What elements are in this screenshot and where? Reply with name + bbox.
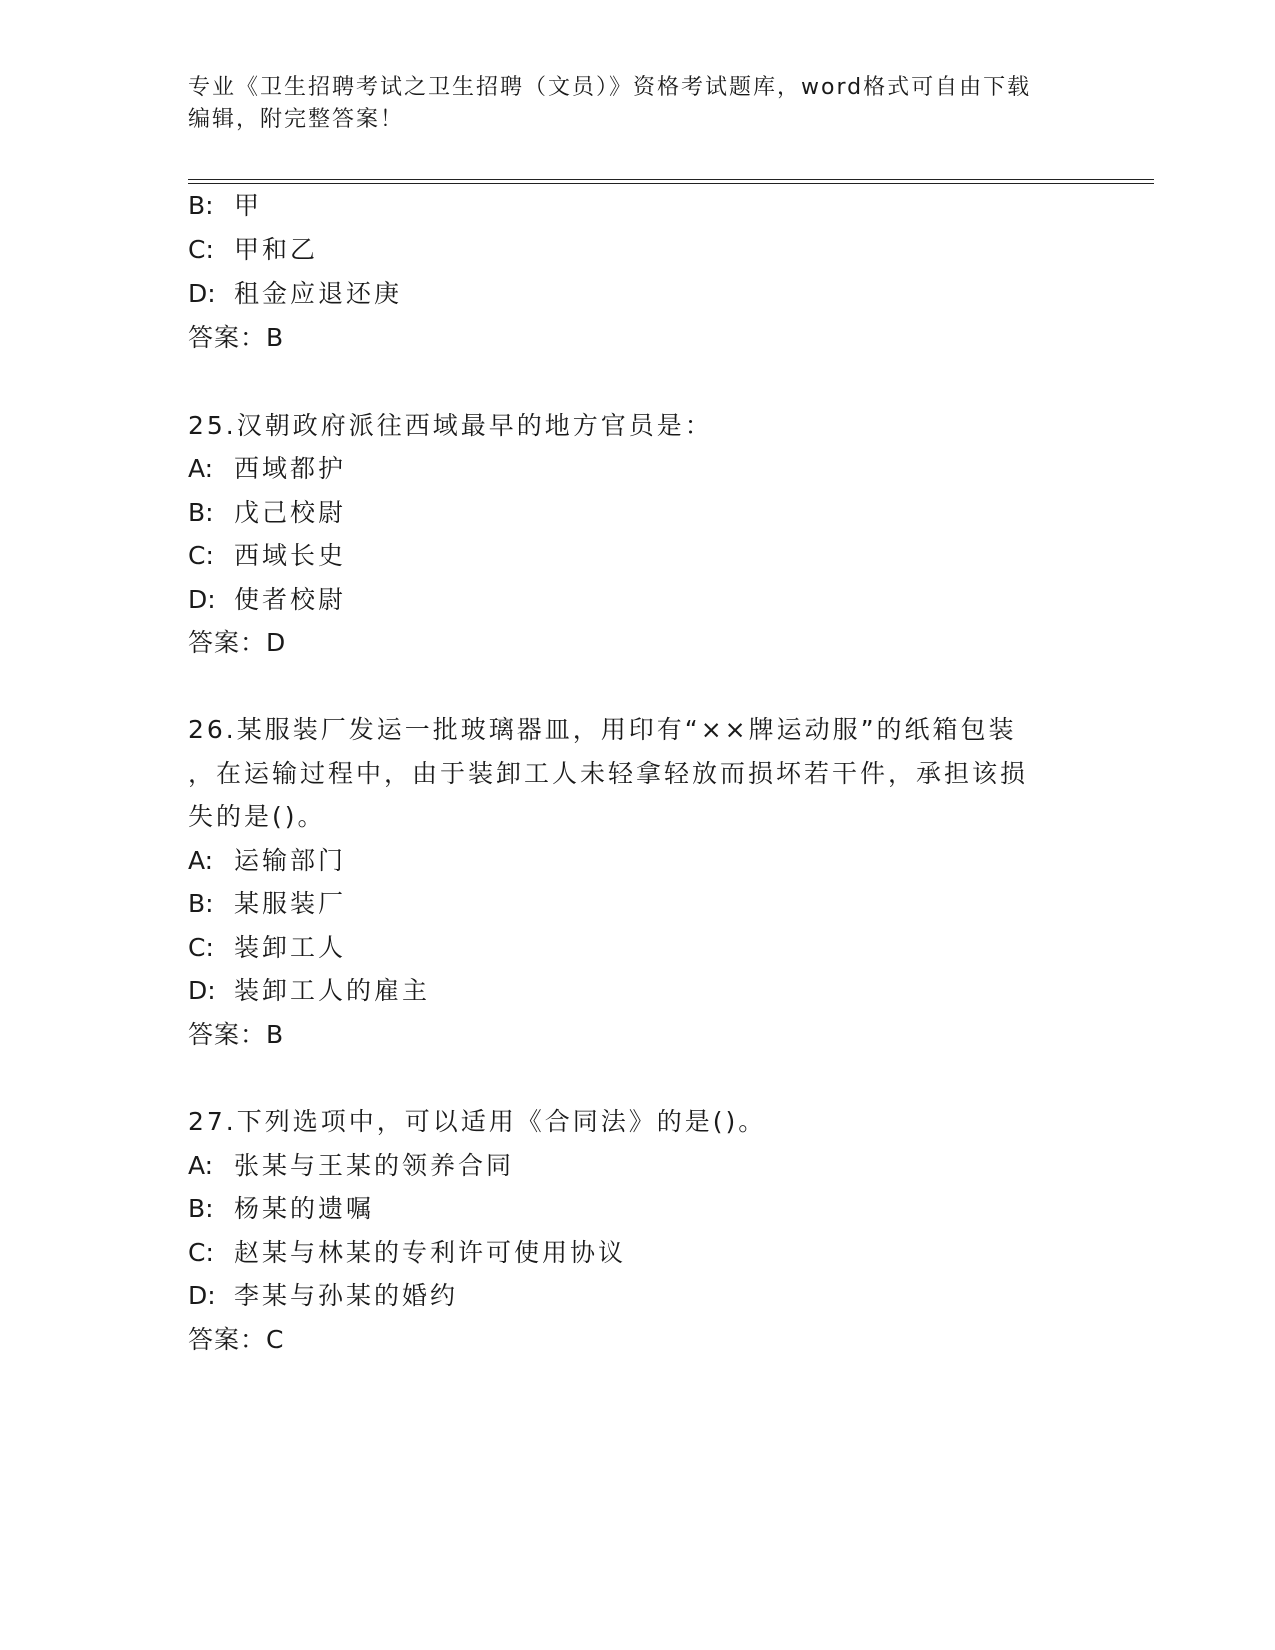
answer-line: 答案：B <box>188 1020 285 1049</box>
option-letter: C: <box>188 235 214 264</box>
page-header <box>188 72 1088 136</box>
header-line-1: 专业《卫生招聘考试之卫生招聘（文员）》资格考试题库，word格式可自由下载 <box>188 75 1032 100</box>
option-text: 西域都护 <box>234 454 347 483</box>
option-text: 李某与孙某的婚约 <box>234 1281 459 1310</box>
option-d <box>188 584 346 616</box>
option-b <box>188 190 262 222</box>
option-c <box>188 234 318 266</box>
option-letter: D: <box>188 976 216 1005</box>
answer-line: 答案：D <box>188 628 287 657</box>
header-divider-bottom <box>188 183 1154 184</box>
option-text: 张某与王某的领养合同 <box>234 1151 515 1180</box>
option-a <box>188 453 346 485</box>
option-b <box>188 888 346 920</box>
option-text: 甲和乙 <box>234 235 319 264</box>
option-letter: D: <box>188 585 216 614</box>
header-line-2: 编辑，附完整答案！ <box>188 107 405 132</box>
option-text: 装卸工人 <box>234 933 347 962</box>
option-d <box>188 278 402 310</box>
answer-line: 答案：B <box>188 323 285 352</box>
option-text: 某服装厂 <box>234 889 347 918</box>
option-letter: B: <box>188 1194 214 1223</box>
option-letter: D: <box>188 1281 216 1310</box>
option-c <box>188 540 346 572</box>
option-a <box>188 845 346 877</box>
option-d <box>188 1280 458 1312</box>
option-d <box>188 975 430 1007</box>
option-text: 杨某的遗嘱 <box>234 1194 375 1223</box>
option-letter: C: <box>188 1238 214 1267</box>
option-text: 戊己校尉 <box>234 498 347 527</box>
option-text: 西域长史 <box>234 541 347 570</box>
option-text: 甲 <box>234 191 263 220</box>
question-stem: 26.某服装厂发运一批玻璃器皿，用印有“××牌运动服”的纸箱包装 <box>188 715 1017 744</box>
option-letter: D: <box>188 279 216 308</box>
option-letter: C: <box>188 933 214 962</box>
option-text: 租金应退还庚 <box>234 279 403 308</box>
option-a <box>188 1150 514 1182</box>
option-c <box>188 1237 626 1269</box>
question-stem: 27.下列选项中，可以适用《合同法》的是()。 <box>188 1107 767 1136</box>
option-letter: B: <box>188 889 214 918</box>
answer-line: 答案：C <box>188 1325 285 1354</box>
option-text: 赵某与林某的专利许可使用协议 <box>234 1238 627 1267</box>
option-text: 装卸工人的雇主 <box>234 976 431 1005</box>
option-letter: A: <box>188 454 214 483</box>
question-stem: ，在运输过程中，由于装卸工人未轻拿轻放而损坏若干件，承担该损 <box>188 759 1029 788</box>
option-text: 运输部门 <box>234 846 347 875</box>
option-b <box>188 497 346 529</box>
question-stem: 25.汉朝政府派往西域最早的地方官员是： <box>188 411 713 440</box>
option-letter: A: <box>188 846 214 875</box>
question-stem: 失的是()。 <box>188 802 326 831</box>
header-divider-top <box>188 179 1154 180</box>
option-text: 使者校尉 <box>234 585 347 614</box>
option-letter: C: <box>188 541 214 570</box>
option-c <box>188 932 346 964</box>
option-b <box>188 1193 374 1225</box>
option-letter: B: <box>188 191 214 220</box>
option-letter: A: <box>188 1151 214 1180</box>
option-letter: B: <box>188 498 214 527</box>
